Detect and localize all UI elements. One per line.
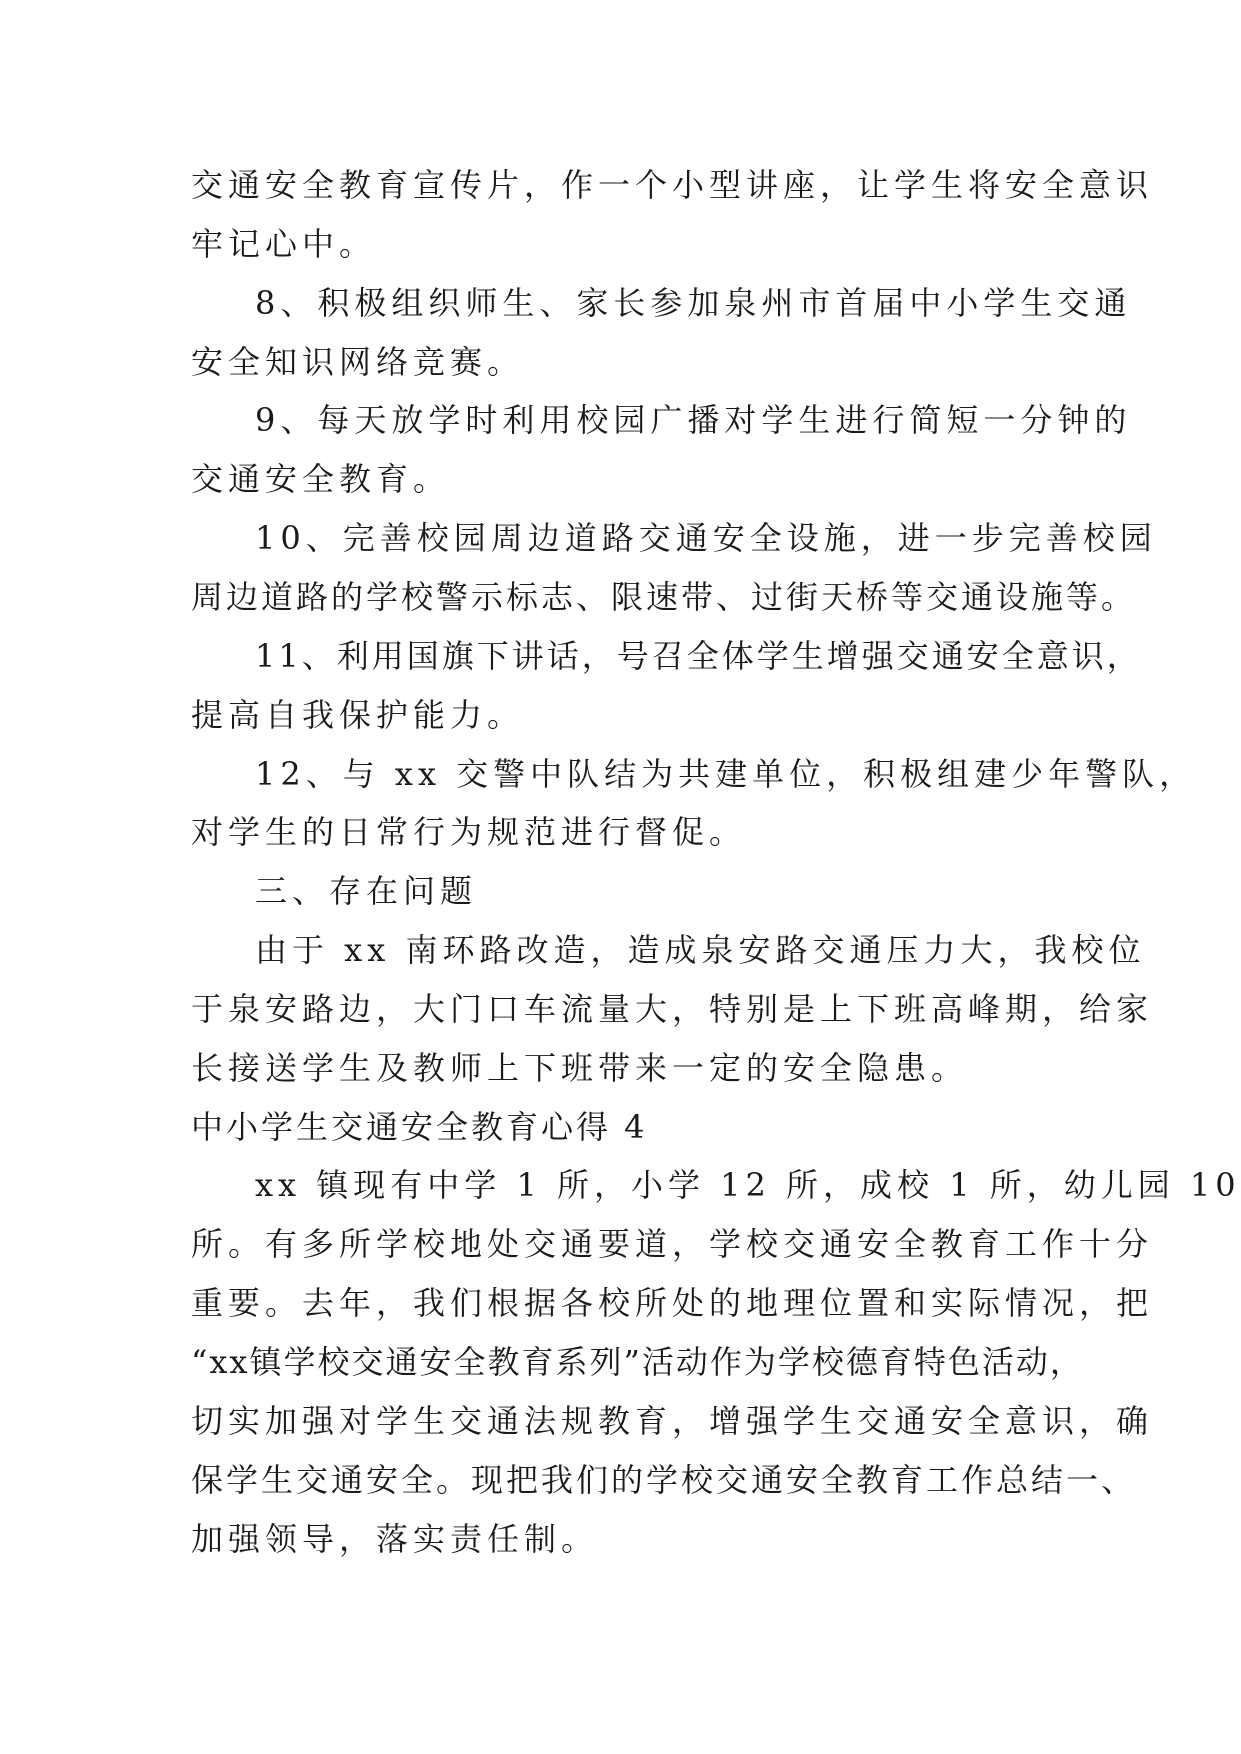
text-line: 重要。去年，我们根据各校所处的地理位置和实际情况，把 [191,1284,1154,1322]
text-line: 对学生的日常行为规范进行督促。 [191,813,747,851]
text-line: 提高自我保护能力。 [191,696,525,734]
text-line: 牢记心中。 [191,225,377,263]
text-line: 保学生交通安全。现把我们的学校交通安全教育工作总结一、 [191,1461,1137,1499]
text-line: 长接送学生及教师上下班带来一定的安全隐患。 [191,1049,969,1087]
text-line: 10、完善校园周边道路交通安全设施，进一步完善校园 [255,519,1157,557]
section-heading: 三、存在问题 [255,872,478,910]
text-line: 12、与 xx 交警中队结为共建单位，积极组建少年警队， [255,755,1197,793]
text-line: 8、积极组织师生、家长参加泉州市首届中小学生交通 [255,284,1132,322]
text-line: 加强领导，落实责任制。 [191,1520,599,1558]
text-line: 周边道路的学校警示标志、限速带、过街天桥等交通设施等。 [191,578,1137,616]
text-line: 11、利用国旗下讲话，号召全体学生增强交通安全意识， [255,637,1142,675]
text-line: xx 镇现有中学 1 所，小学 12 所，成校 1 所，幼儿园 10 [255,1166,1241,1204]
text-line: 交通安全教育宣传片，作一个小型讲座，让学生将安全意识 [191,166,1154,204]
text-line: 安全知识网络竞赛。 [191,343,525,381]
text-line: 所。有多所学校地处交通要道，学校交通安全教育工作十分 [191,1225,1154,1263]
article-title: 中小学生交通安全教育心得 4 [191,1108,648,1146]
text-line: 切实加强对学生交通法规教育，增强学生交通安全意识，确 [191,1402,1154,1440]
text-line: 9、每天放学时利用校园广播对学生进行简短一分钟的 [255,401,1132,439]
text-line: 交通安全教育。 [191,460,451,498]
text-line: “xx镇学校交通安全教育系列”活动作为学校德育特色活动， [191,1343,1084,1381]
text-line: 于泉安路边，大门口车流量大，特别是上下班高峰期，给家 [191,990,1154,1028]
text-line: 由于 xx 南环路改造，造成泉安路交通压力大，我校位 [255,931,1146,969]
